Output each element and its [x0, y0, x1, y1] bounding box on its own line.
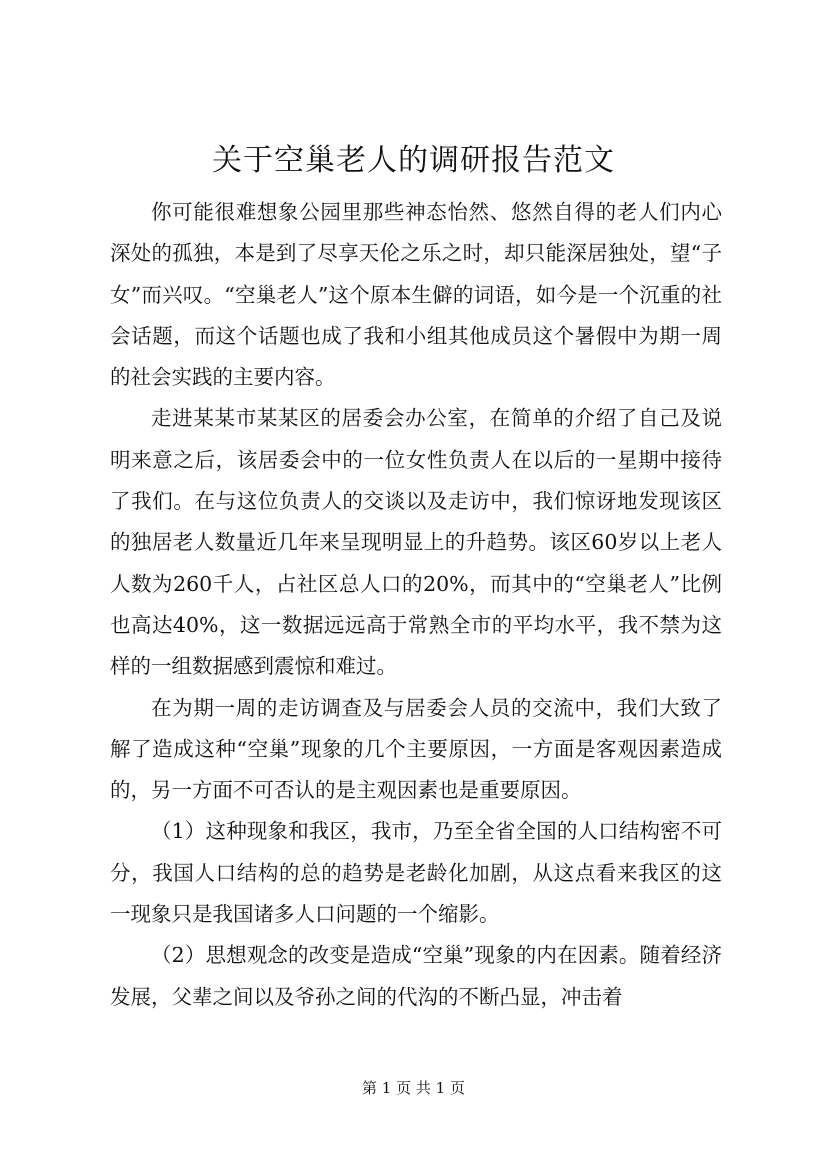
page-number-footer: 第 1 页 共 1 页 [362, 1079, 465, 1097]
document-body [110, 192, 722, 1018]
paragraph-5: （2）思想观念的改变是造成“空巢”现象的内在因素。随着经济发展，父辈之间以及爷孙之间的代沟的不断凸显，冲击着 [110, 943, 722, 1009]
document-title: 关于空巢老人的调研报告范文 [212, 143, 615, 178]
paragraph-4: （1）这种现象和我区，我市，乃至全省全国的人口结构密不可分，我国人口结构的总的趋势是老龄化加剧，从这点看来我区的这一现象只是我国诸多人口问题的一个缩影。 [110, 819, 722, 927]
paragraph-1: 你可能很难想象公园里那些神态怡然、悠然自得的老人们内心深处的孤独，本是到了尽享天伦之乐之时，却只能深居独处，望“子女”而兴叹。“空巢老人”这个原本生僻的词语，如今是一个沉重的社会话题，而这个话题也成了我和小组其他成员这个暑假中为期一周的社会实践的主要内容。 [110, 200, 722, 390]
paragraph-2: 走进某某市某某区的居委会办公室，在简单的介绍了自己及说明来意之后，该居委会中的一位女性负责人在以后的一星期中接待了我们。在与这位负责人的交谈以及走访中，我们惊讶地发现该区的独居老人数量近几年来呈现明显上的升趋势。该区60岁以上老人人数为260千人，占社区总人口的20%，而其中的“空巢老人”比例也高达40%，这一数据远远高于常熟全市的平均水平，我不禁为这样的一组数据感到震惊和难过。 [110, 406, 722, 679]
paragraph-3: 在为期一周的走访调查及与居委会人员的交流中，我们大致了解了造成这种“空巢”现象的几个主要原因，一方面是客观因素造成的，另一方面不可否认的是主观因素也是重要原因。 [110, 695, 722, 803]
